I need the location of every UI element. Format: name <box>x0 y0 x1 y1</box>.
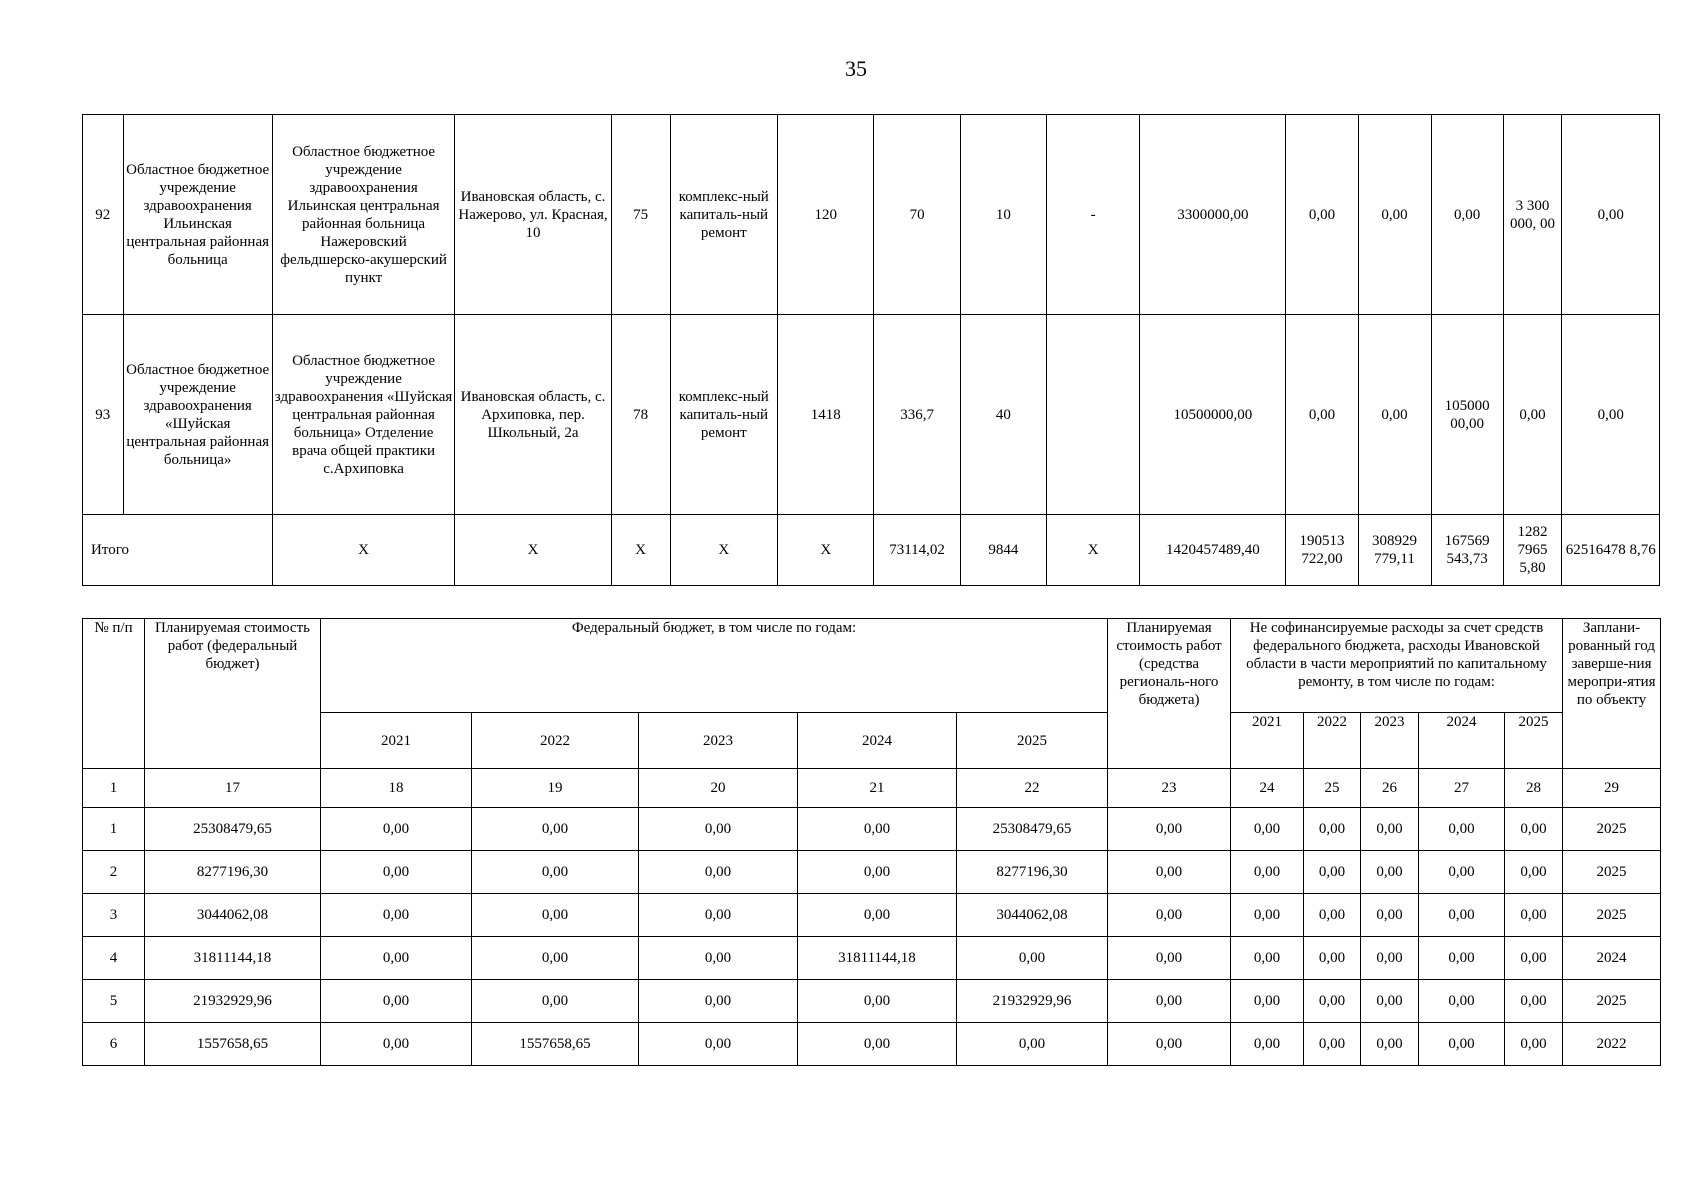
table-cell: 2024 <box>1563 937 1661 980</box>
owner-cell: Областное бюджетное учреждение здравоохранения «Шуйская центральная районная больница» <box>123 315 272 515</box>
table-cell: 0,00 <box>639 894 798 937</box>
table-cell: 0,00 <box>1304 851 1361 894</box>
object-cell: Областное бюджетное учреждение здравоохранения «Шуйская центральная районная больница» Отделение врача общей практики с.Архиповка <box>272 315 455 515</box>
table-cell: 0,00 <box>321 937 472 980</box>
table-cell: 1557658,65 <box>472 1023 639 1066</box>
col10-cell: - <box>1046 115 1139 315</box>
header-nc-2021: 2021 <box>1231 713 1304 769</box>
col11-cell: 3300000,00 <box>1140 115 1286 315</box>
table-cell: 0,00 <box>1231 808 1304 851</box>
table-cell: 0,00 <box>1419 894 1505 937</box>
table-cell: 0,00 <box>1505 980 1563 1023</box>
object-cell: Областное бюджетное учреждение здравоохранения Ильинская центральная районная больница Нажеровский фельдшерско-акушерский пункт <box>272 115 455 315</box>
table-cell: 2025 <box>1563 808 1661 851</box>
total-c12: 190513 722,00 <box>1286 515 1358 586</box>
owner-cell: Областное бюджетное учреждение здравоохранения Ильинская центральная районная больница <box>123 115 272 315</box>
table-cell: 0,00 <box>1231 980 1304 1023</box>
table-cell: 3044062,08 <box>145 894 321 937</box>
column-number: 25 <box>1304 769 1361 808</box>
table-cell: 0,00 <box>1361 808 1419 851</box>
col9-cell: 40 <box>960 315 1046 515</box>
table-cell: 0,00 <box>639 808 798 851</box>
col8-cell: 336,7 <box>874 315 960 515</box>
table-cell: 0,00 <box>1419 851 1505 894</box>
total-c8: 73114,02 <box>874 515 960 586</box>
col14-cell: 0,00 <box>1431 115 1503 315</box>
col13-cell: 0,00 <box>1358 115 1431 315</box>
table-cell: 0,00 <box>1231 1023 1304 1066</box>
col16-cell: 0,00 <box>1562 115 1660 315</box>
table-cell: 0,00 <box>1304 894 1361 937</box>
table-cell: 0,00 <box>1419 808 1505 851</box>
page-number: 35 <box>845 56 867 81</box>
table-cell: 8277196,30 <box>957 851 1108 894</box>
table-row <box>83 808 1661 851</box>
total-c13: 308929 779,11 <box>1358 515 1431 586</box>
total-c16: 62516478 8,76 <box>1562 515 1660 586</box>
table-cell: 2025 <box>1563 851 1661 894</box>
header-fed-2024: 2024 <box>798 713 957 769</box>
table-cell: 2025 <box>1563 894 1661 937</box>
total-c14: 167569 543,73 <box>1431 515 1503 586</box>
table-cell: 0,00 <box>1108 851 1231 894</box>
table-cell: 0,00 <box>321 894 472 937</box>
col16-cell: 0,00 <box>1562 315 1660 515</box>
table-cell: 0,00 <box>1505 894 1563 937</box>
table-cell: 0,00 <box>1231 937 1304 980</box>
column-number: 17 <box>145 769 321 808</box>
col15-cell: 0,00 <box>1503 315 1562 515</box>
table-cell: 0,00 <box>1505 937 1563 980</box>
row-number: 92 <box>83 115 124 315</box>
table-row <box>83 115 1660 315</box>
table-cell: 0,00 <box>798 980 957 1023</box>
header-fed-2025: 2025 <box>957 713 1108 769</box>
col10-cell <box>1046 315 1139 515</box>
column-number: 20 <box>639 769 798 808</box>
header-num: № п/п <box>83 619 145 769</box>
table-cell: 0,00 <box>1304 808 1361 851</box>
table-cell: 0,00 <box>1505 808 1563 851</box>
table-cell: 0,00 <box>957 937 1108 980</box>
table-cell: 0,00 <box>1361 937 1419 980</box>
table-cell: 25308479,65 <box>957 808 1108 851</box>
table-cell: 0,00 <box>1304 980 1361 1023</box>
table-cell: 5 <box>83 980 145 1023</box>
header-fed-2022: 2022 <box>472 713 639 769</box>
total-c4: X <box>455 515 611 586</box>
col8-cell: 70 <box>874 115 960 315</box>
table-cell: 0,00 <box>639 937 798 980</box>
col15-cell: 3 300 000, 00 <box>1503 115 1562 315</box>
work-type-cell: комплекс-ный капиталь-ный ремонт <box>670 315 778 515</box>
col14-cell: 105000 00,00 <box>1431 315 1503 515</box>
table-cell: 3 <box>83 894 145 937</box>
column-numbers-row <box>83 769 1661 808</box>
table-cell: 0,00 <box>798 894 957 937</box>
table-cell: 0,00 <box>321 1023 472 1066</box>
column-number: 27 <box>1419 769 1505 808</box>
table-cell: 25308479,65 <box>145 808 321 851</box>
header-nc-2024: 2024 <box>1419 713 1505 769</box>
total-c11: 1420457489,40 <box>1140 515 1286 586</box>
table-row <box>83 1023 1661 1066</box>
table-cell: 0,00 <box>639 980 798 1023</box>
header-non-cofinanced: Не софинансируемые расходы за счет средств федерального бюджета, расходы Ивановской области в части мероприятий по капитальному ремонту, в том числе по годам: <box>1231 619 1563 713</box>
table-cell: 0,00 <box>321 851 472 894</box>
col13-cell: 0,00 <box>1358 315 1431 515</box>
table-cell: 1557658,65 <box>145 1023 321 1066</box>
total-c3: X <box>272 515 455 586</box>
table-row <box>83 851 1661 894</box>
table-cell: 0,00 <box>639 851 798 894</box>
col9-cell: 10 <box>960 115 1046 315</box>
table-cell: 0,00 <box>798 1023 957 1066</box>
objects-table <box>82 114 1660 586</box>
table-cell: 31811144,18 <box>145 937 321 980</box>
row-number: 93 <box>83 315 124 515</box>
table-cell: 1 <box>83 808 145 851</box>
total-c7: X <box>778 515 874 586</box>
table-cell: 0,00 <box>1231 894 1304 937</box>
total-c10: X <box>1046 515 1139 586</box>
table-cell: 3044062,08 <box>957 894 1108 937</box>
header-cost-regional: Планируемая стоимость работ (средства региональ-ного бюджета) <box>1108 619 1231 769</box>
table-cell: 21932929,96 <box>145 980 321 1023</box>
table-cell: 0,00 <box>1419 937 1505 980</box>
work-type-cell: комплекс-ный капиталь-ный ремонт <box>670 115 778 315</box>
table-cell: 4 <box>83 937 145 980</box>
table-cell: 0,00 <box>1231 851 1304 894</box>
column-number: 18 <box>321 769 472 808</box>
column-number: 28 <box>1505 769 1563 808</box>
table-cell: 0,00 <box>1361 1023 1419 1066</box>
col12-cell: 0,00 <box>1286 315 1358 515</box>
column-number: 23 <box>1108 769 1231 808</box>
table-row <box>83 980 1661 1023</box>
table-cell: 0,00 <box>798 808 957 851</box>
total-c15: 1282 7965 5,80 <box>1503 515 1562 586</box>
header-nc-2025: 2025 <box>1505 713 1563 769</box>
col7-cell: 1418 <box>778 315 874 515</box>
table-cell: 0,00 <box>1108 1023 1231 1066</box>
table-cell: 0,00 <box>1361 980 1419 1023</box>
column-number: 19 <box>472 769 639 808</box>
table-cell: 0,00 <box>1361 851 1419 894</box>
column-number: 29 <box>1563 769 1661 808</box>
table-cell: 2025 <box>1563 980 1661 1023</box>
table-cell: 0,00 <box>1505 851 1563 894</box>
header-planned-year: Заплани-рованный год заверше-ния меропри-ятия по объекту <box>1563 619 1661 769</box>
table-row <box>83 894 1661 937</box>
address-cell: Ивановская область, с. Архиповка, пер. Школьный, 2а <box>455 315 611 515</box>
col11-cell: 10500000,00 <box>1140 315 1286 515</box>
total-c6: X <box>670 515 778 586</box>
header-nc-2023: 2023 <box>1361 713 1419 769</box>
total-c9: 9844 <box>960 515 1046 586</box>
table-cell: 0,00 <box>1304 937 1361 980</box>
column-number: 1 <box>83 769 145 808</box>
col12-cell: 0,00 <box>1286 115 1358 315</box>
table-cell: 0,00 <box>639 1023 798 1066</box>
table-cell: 0,00 <box>1419 980 1505 1023</box>
address-cell: Ивановская область, с. Нажерово, ул. Красная, 10 <box>455 115 611 315</box>
col7-cell: 120 <box>778 115 874 315</box>
table-cell: 2022 <box>1563 1023 1661 1066</box>
table-cell: 6 <box>83 1023 145 1066</box>
table-cell: 0,00 <box>1361 894 1419 937</box>
col5-cell: 75 <box>611 115 670 315</box>
header-fed-2023: 2023 <box>639 713 798 769</box>
table-cell: 8277196,30 <box>145 851 321 894</box>
column-number: 24 <box>1231 769 1304 808</box>
table-cell: 0,00 <box>1304 1023 1361 1066</box>
column-number: 22 <box>957 769 1108 808</box>
header-federal-by-years: Федеральный бюджет, в том числе по годам: <box>321 619 1108 713</box>
table-cell: 21932929,96 <box>957 980 1108 1023</box>
table-cell: 2 <box>83 851 145 894</box>
financing-table <box>82 618 1661 1066</box>
total-row <box>83 515 1660 586</box>
header-cost-federal: Планируемая стоимость работ (федеральный бюджет) <box>145 619 321 769</box>
table-cell: 0,00 <box>472 808 639 851</box>
column-number: 21 <box>798 769 957 808</box>
table-cell: 0,00 <box>472 894 639 937</box>
table-row <box>83 315 1660 515</box>
table-row <box>83 937 1661 980</box>
header-nc-2022: 2022 <box>1304 713 1361 769</box>
total-c5: X <box>611 515 670 586</box>
table-cell: 0,00 <box>472 980 639 1023</box>
table-cell: 0,00 <box>798 851 957 894</box>
table-cell: 0,00 <box>1108 894 1231 937</box>
column-number: 26 <box>1361 769 1419 808</box>
total-label: Итого <box>83 515 273 586</box>
header-fed-2021: 2021 <box>321 713 472 769</box>
table-cell: 0,00 <box>1108 980 1231 1023</box>
table-cell: 0,00 <box>472 937 639 980</box>
table-cell: 0,00 <box>1505 1023 1563 1066</box>
table-cell: 0,00 <box>472 851 639 894</box>
table-cell: 0,00 <box>957 1023 1108 1066</box>
table-cell: 31811144,18 <box>798 937 957 980</box>
table-cell: 0,00 <box>1108 937 1231 980</box>
table-cell: 0,00 <box>321 808 472 851</box>
table-cell: 0,00 <box>1108 808 1231 851</box>
table-cell: 0,00 <box>321 980 472 1023</box>
col5-cell: 78 <box>611 315 670 515</box>
table-cell: 0,00 <box>1419 1023 1505 1066</box>
